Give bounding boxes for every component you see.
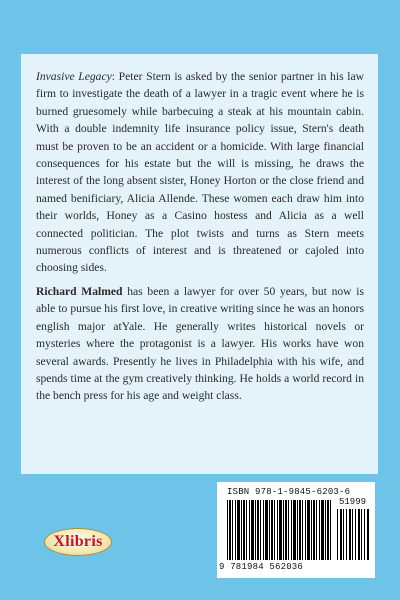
author-name: Richard Malmed: [36, 284, 123, 298]
synopsis-text: Peter Stern is asked by the senior partner in his law firm to investigate the death of a lawyer in a tragic event where he is burned gruesomely while barbecuing a steak at his mountain cabin. With a double indemnity life insurance policy issue, Stern's death must be proven to be an accident or a homicide. With large financial consequences for his estate but the will is missing, he draws the interest of the long absent sister, Honey Horton or the close friend and named benificiary, Alicia Allende. These women each draw him into their worlds, Honey as a Casino hostess and Alicia as a well connected politician. The plot twists and turns as Stern meets numerous conflicts of interest and is threatened or cajoled into choosing sides.: [36, 70, 364, 275]
barcode-block: [217, 482, 375, 578]
author-bio-text: has been a lawyer for over 50 years, but now is able to pursue his first love, in creative writing since he was an honors english major atYale. He generally writes historical novels or mysteries where the protagonist is a lawyer. His works have won several awards. Presently he lives in Philadelphia with his wife, and spends time at the gym creatively thinking. He holds a world record in the bench press for his age and weight class.: [36, 284, 364, 403]
author-bio-paragraph: [36, 283, 364, 405]
ean-number: 9 781984 562036: [219, 562, 304, 572]
book-title: Invasive Legacy: [36, 70, 112, 83]
synopsis-paragraph: [36, 68, 364, 277]
description-panel: [21, 54, 378, 474]
barcode-bars: [227, 500, 331, 560]
title-separator: :: [111, 70, 116, 83]
barcode-addon-number: 51999: [339, 497, 367, 507]
publisher-logo: [44, 528, 112, 556]
publisher-logo-text: Xlibris: [53, 533, 103, 550]
isbn-label: ISBN 978-1-9845-6203-6: [227, 487, 351, 497]
barcode-addon-bars: [337, 509, 369, 560]
